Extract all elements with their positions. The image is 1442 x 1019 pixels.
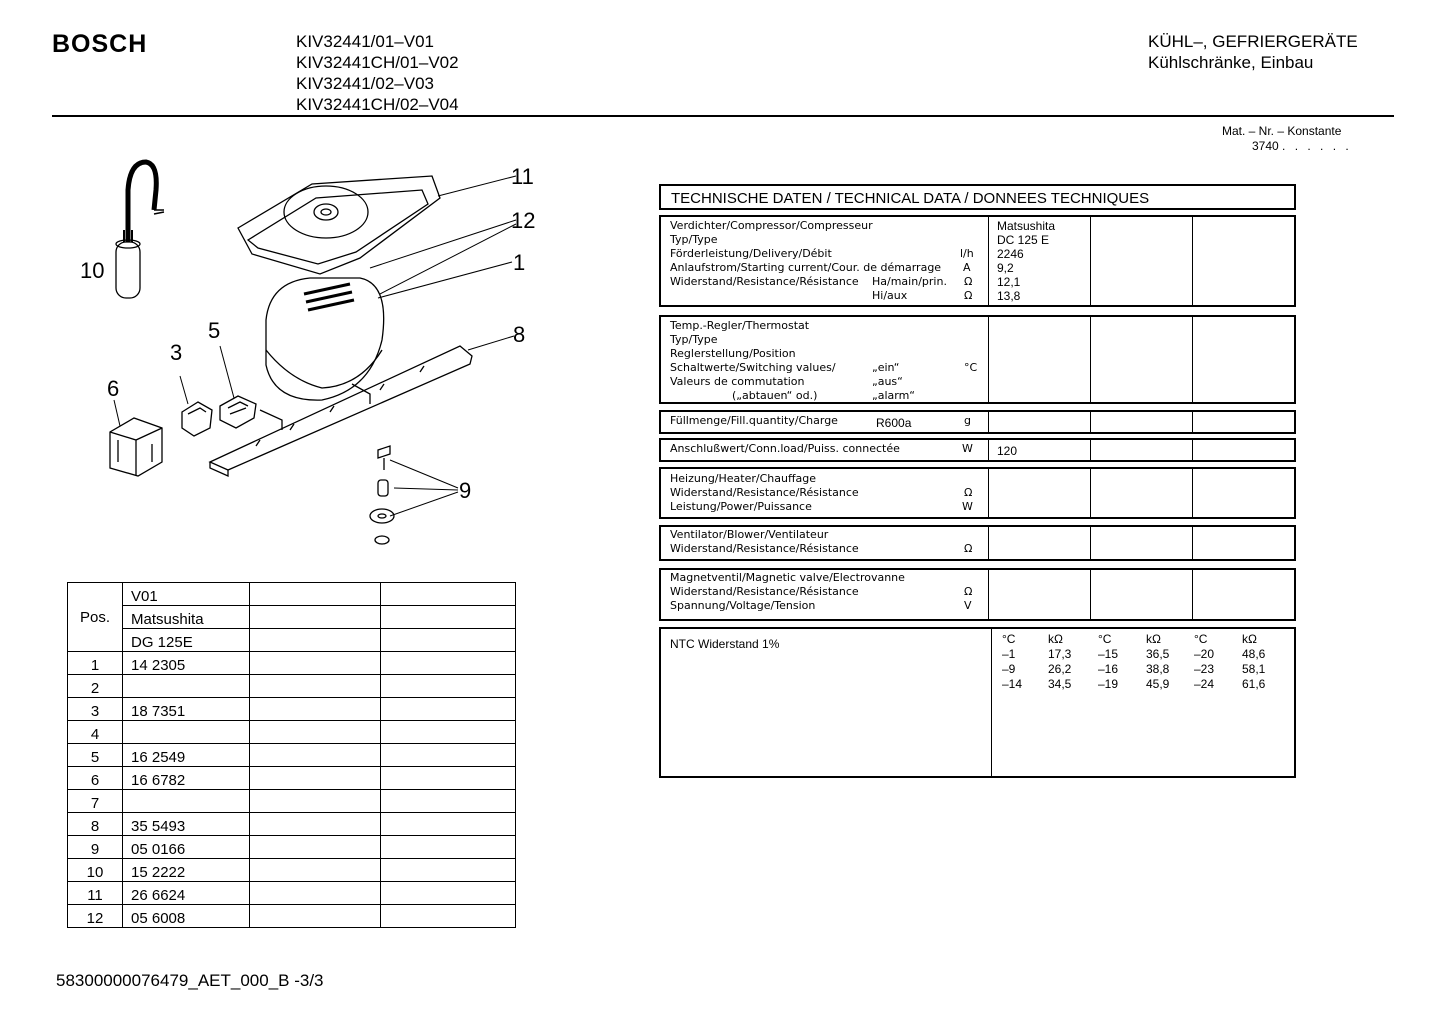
table-row — [68, 698, 516, 721]
pos-number: 4 — [68, 721, 123, 744]
pos-number: 5 — [68, 744, 123, 767]
resistance-label: Widerstand/Resistance/Résistance — [670, 275, 859, 288]
pos-number: 10 — [68, 859, 123, 882]
drip-tray-drawing — [238, 176, 440, 274]
pos-header: Pos. — [68, 583, 123, 652]
ntc-header-c2: °C — [1098, 632, 1112, 646]
compressor-drawing — [266, 278, 384, 400]
ntc-cell: –15 — [1098, 647, 1119, 661]
mat-value: 3740 — [1252, 139, 1279, 153]
variant-header: V01 — [123, 583, 250, 606]
part-number: 05 0166 — [123, 836, 250, 859]
refrigerant-value: R600a — [876, 416, 912, 430]
fan-resistance-label: Widerstand/Resistance/Résistance — [670, 542, 859, 555]
fill-quantity-label: Füllmenge/Fill.quantity/Charge — [670, 414, 838, 427]
ntc-cell: 58,1 — [1242, 662, 1266, 676]
callout-9: 9 — [459, 478, 472, 503]
aux-winding-label: Hi/aux — [872, 289, 908, 302]
valve-resistance-label: Widerstand/Resistance/Résistance — [670, 585, 859, 598]
ntc-table — [992, 629, 1294, 776]
heater-resistance-label: Widerstand/Resistance/Résistance — [670, 486, 859, 499]
part-number — [123, 721, 250, 744]
switch-off-label: „aus“ — [872, 375, 903, 388]
ntc-cell: –24 — [1194, 677, 1215, 691]
compressor-res-aux: 13,8 — [997, 289, 1021, 303]
mat-label: Mat. – Nr. – Konstante — [1222, 124, 1342, 138]
ntc-cell: 38,8 — [1146, 662, 1170, 676]
pos-number: 3 — [68, 698, 123, 721]
table-row — [68, 744, 516, 767]
compressor-type: DC 125 E — [997, 233, 1050, 247]
ntc-cell: –1 — [1002, 647, 1016, 661]
starting-current-label: Anlaufstrom/Starting current/Cour. de démarrage — [670, 261, 942, 274]
pos-number: 6 — [68, 767, 123, 790]
pos-number: 12 — [68, 905, 123, 928]
defrost-label: („abtauen“ od.) — [732, 389, 818, 402]
part-number: 05 6008 — [123, 905, 250, 928]
tech-data-title: TECHNISCHE DATEN / TECHNICAL DATA / DONNEES TECHNIQUES — [659, 184, 1296, 210]
pos-number: 9 — [68, 836, 123, 859]
parts-table — [67, 582, 516, 928]
fan-label: Ventilator/Blower/Ventilateur — [670, 528, 829, 541]
table-row — [68, 905, 516, 928]
model-4: KIV32441CH/02–V04 — [296, 95, 459, 114]
category-sub: Kühlschränke, Einbau — [1148, 53, 1314, 72]
heater-section — [659, 467, 1296, 519]
table-row — [68, 813, 516, 836]
overload-drawing — [182, 402, 212, 436]
ntc-label: NTC Widerstand 1% — [661, 629, 992, 776]
table-row — [68, 836, 516, 859]
fan-section — [659, 525, 1296, 561]
part-number: 16 6782 — [123, 767, 250, 790]
switch-on-label: „ein“ — [872, 361, 900, 374]
heater-resistance-unit: Ω — [964, 486, 973, 499]
fill-quantity-section — [659, 410, 1296, 434]
ntc-cell: –14 — [1002, 677, 1023, 691]
callout-10: 10 — [80, 258, 105, 283]
mat-dots: . . . . . . — [1282, 139, 1352, 153]
part-number: 35 5493 — [123, 813, 250, 836]
valve-section — [659, 568, 1296, 621]
table-row — [68, 882, 516, 905]
ntc-cell: 45,9 — [1146, 677, 1170, 691]
compressor-res-main: 12,1 — [997, 275, 1021, 289]
part-number: 16 2549 — [123, 744, 250, 767]
delivery-unit: l/h — [960, 247, 974, 260]
ntc-cell: 36,5 — [1146, 647, 1170, 661]
thermostat-type-label: Typ/Type — [670, 333, 718, 346]
commutation-label: Valeurs de commutation — [670, 375, 805, 388]
switch-unit: °C — [964, 361, 978, 374]
ntc-cell: 17,3 — [1048, 647, 1072, 661]
starter-relay-drawing — [220, 396, 256, 428]
model-2: KIV32441CH/01–V02 — [296, 53, 459, 72]
ntc-cell: –9 — [1002, 662, 1016, 676]
table-row — [68, 790, 516, 813]
aux-winding-unit: Ω — [964, 289, 973, 302]
part-number: 26 6624 — [123, 882, 250, 905]
ntc-cell: –16 — [1098, 662, 1119, 676]
heater-power-label: Leistung/Power/Puissance — [670, 500, 812, 513]
ntc-cell: –20 — [1194, 647, 1215, 661]
callout-11: 11 — [511, 164, 534, 189]
model-1: KIV32441/01–V01 — [296, 32, 435, 51]
document-id: 58300000076479_AET_000_B -3/3 — [56, 971, 324, 990]
thermostat-label: Temp.-Regler/Thermostat — [670, 319, 810, 332]
capacitor-drawing — [116, 162, 164, 298]
category — [1148, 31, 1358, 73]
mat-constant — [1222, 124, 1352, 154]
ntc-header-c1: °C — [1002, 632, 1016, 646]
callout-12: 12 — [511, 208, 536, 233]
pos-number: 7 — [68, 790, 123, 813]
pos-number: 1 — [68, 652, 123, 675]
model-3: KIV32441/02–V03 — [296, 74, 435, 93]
compressor-label: Verdichter/Compressor/Compresseur — [670, 219, 873, 232]
ntc-cell: 48,6 — [1242, 647, 1266, 661]
main-winding-unit: Ω — [964, 275, 973, 288]
starting-current-unit: A — [963, 261, 971, 274]
table-row — [68, 652, 516, 675]
valve-voltage-unit: V — [964, 599, 972, 612]
thermostat-section — [659, 315, 1296, 404]
fan-resistance-unit: Ω — [964, 542, 973, 555]
heater-power-unit: W — [962, 500, 973, 513]
category-main: KÜHL–, GEFRIERGERÄTE — [1148, 32, 1358, 51]
base-plate-drawing — [210, 346, 472, 476]
position-label: Reglerstellung/Position — [670, 347, 796, 360]
pos-number: 2 — [68, 675, 123, 698]
table-row — [68, 721, 516, 744]
callout-1: 1 — [513, 250, 526, 275]
connected-load-section — [659, 438, 1296, 462]
table-row — [68, 767, 516, 790]
part-number: 15 2222 — [123, 859, 250, 882]
header-rule — [52, 115, 1394, 117]
valve-resistance-unit: Ω — [964, 585, 973, 598]
part-number: 18 7351 — [123, 698, 250, 721]
switching-values-label: Schaltwerte/Switching values/ — [670, 361, 836, 374]
relay-box-drawing — [110, 418, 162, 476]
heater-label: Heizung/Heater/Chauffage — [670, 472, 817, 485]
callout-6: 6 — [107, 376, 120, 401]
ntc-section — [659, 627, 1296, 778]
part-number — [123, 675, 250, 698]
pos-number: 11 — [68, 882, 123, 905]
ntc-header-k1: kΩ — [1048, 632, 1063, 646]
ntc-header-c3: °C — [1194, 632, 1208, 646]
valve-label: Magnetventil/Magnetic valve/Electrovanne — [670, 571, 905, 584]
valve-voltage-label: Spannung/Voltage/Tension — [670, 599, 816, 612]
ntc-header-k3: kΩ — [1242, 632, 1257, 646]
ntc-cell: 34,5 — [1048, 677, 1072, 691]
main-winding-label: Ha/main/prin. — [872, 275, 947, 288]
alarm-label: „alarm“ — [872, 389, 915, 402]
ntc-cell: 26,2 — [1048, 662, 1072, 676]
ntc-cell: –19 — [1098, 677, 1119, 691]
connected-load-value: 120 — [997, 444, 1018, 458]
compressor-maker: Matsushita — [997, 219, 1056, 233]
pos-number: 8 — [68, 813, 123, 836]
connected-load-label: Anschlußwert/Conn.load/Puiss. connectée — [670, 442, 900, 455]
compressor-type-header: DG 125E — [123, 629, 250, 652]
table-row — [68, 859, 516, 882]
brand-logo: BOSCH — [52, 30, 148, 58]
ntc-header-k2: kΩ — [1146, 632, 1161, 646]
connected-load-unit: W — [962, 442, 973, 455]
compressor-section — [659, 215, 1296, 307]
ntc-cell: 61,6 — [1242, 677, 1266, 691]
model-list — [296, 31, 459, 115]
fill-unit: g — [964, 414, 971, 427]
compressor-delivery: 2246 — [997, 247, 1024, 261]
delivery-label: Förderleistung/Delivery/Débit — [670, 247, 832, 260]
type-label: Typ/Type — [670, 233, 718, 246]
callout-8: 8 — [513, 322, 526, 347]
table-row — [68, 675, 516, 698]
maker-header: Matsushita — [123, 606, 250, 629]
compressor-current: 9,2 — [997, 261, 1014, 275]
callout-3: 3 — [170, 340, 183, 365]
part-number: 14 2305 — [123, 652, 250, 675]
part-number — [123, 790, 250, 813]
callout-5: 5 — [208, 318, 221, 343]
exploded-diagram — [60, 150, 560, 570]
ntc-cell: –23 — [1194, 662, 1215, 676]
